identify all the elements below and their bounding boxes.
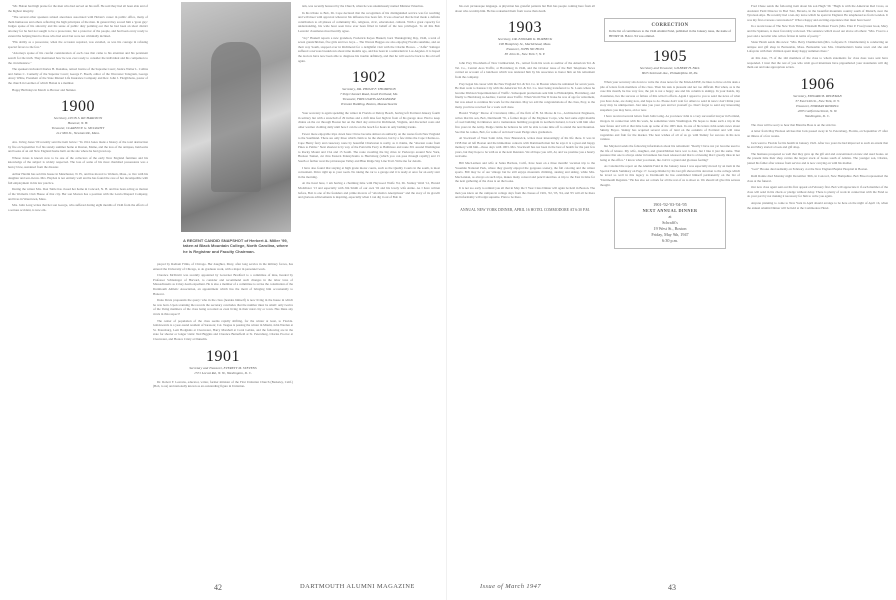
class-header-1903 — [455, 19, 595, 57]
column-3 — [298, 4, 440, 579]
paragraph: "Gott" Brooks died suddenly on February 4 at the New England Baptist Hospital in Boston. — [751, 167, 868, 172]
gutter-left — [446, 0, 447, 600]
class-secretary: Secretary, DR. PHILIP F. THOMPSON — [342, 87, 396, 92]
paragraph: "The several other speakers related anecdotes associated with Hoban's career in public office, many of them humorous and others reflecting the high principles of the man. In general they scored him a 'great guy.' Judges spoke of his sincerity and his sense of public duty pointing out that he had been an ideal district attorney for he had not sought to be a prosecutor, but a protector of the people, and had been every ready to extend the helping hand to those who had erred but were not criminally inclined. — [8, 15, 148, 38]
paragraph: Al Stockwell of West Saint John, New Brunswick, writes most interestingly of his life there. It was in 1958 that Al left Boston and the immediate contacts with Dartmouth men but he says it is a great and happy memory with him—those days with 1903. Mrs. Stockwell has not been in the best of health for the past few years, but they hope to be with us at the next Reunion. We all hope you will, Al, and we promise you a hearty welcome. — [455, 136, 595, 159]
paragraph: Jack went to Florida for his health in January 1922. After two years he had improved to such an extent that he and Mary started a book and gift shop. — [747, 140, 888, 150]
paragraph: Fewer more enjoyable trips down here I have become almost an authority on the routes from New England to the Southland. There are only three which claim to be the shortest, but by a few miles the Cape Charles-to-Cape Henry ferry and causeway route by beautiful Charleston is really, as it claims, the "shortest route from Pines to Palms." Next shortest is by way of the Pottsville Ferry to Baltimore and route 301 around Washington to Rocky Mount and 15A and 15 South. The route avoiding the big cities is: Parkways around New York, Hudson Tunnel, cut thru Eastern Pennsylvania to Harrisburg (which you can pass through rapidly) and 15 South or farther west the picturesque Valley and Blue Ridge Sky Line Trail. Write me for details. — [298, 131, 440, 164]
paragraph: Ike Maynard sends the following information about his retirement: "Really I have not yet become used to the life of leisure. My wife, daughter, and grandchildren have wet to date, but I like it just the same. That pressure that one is always under in business has been released and that is a blessing that I greatly miss in not being at the office." I know what you mean, Ike. Isn't it a grand and glorious feeling? — [600, 143, 740, 162]
paragraph: Ruth Rainie died Monday night December 30th, in Concord, New Hampshire. Bob Blood represented the class at the funeral. — [747, 174, 888, 183]
dinner-date: Friday, May 9th, 1947 — [651, 232, 689, 238]
paragraph: When your secretary sits down to write the class notes for the MAGAZINE, he likes to have on his desk a pile of letters from members of the class. Then his task is pleasant and not too difficult. But when, as is the case this month, he has very few, the job is not a happy one and his column is skimpy. In your hands, my classmates, lies the success or failure of this writer's efforts. Again I appeal to you to send me news of what you have done, are doing now, and hope to do. Please don't wait for others to send in news: don't think your story may be unimportant. Just take you your pen and let yourself go. Don't forget to send any interesting snapshots you may have, old or new. — [600, 80, 740, 112]
class-address: Washington, D. C. — [805, 113, 830, 118]
paragraph: ployed by Radiant Films, of Chicago. Her daughter, Mary, after long service in the military forces, has entered the University of Chicago, to do graduate work, with a major in personnel work. — [153, 262, 293, 271]
paragraph: ism, was recently honored by the Church, when he was unanimously named Minister Emeritus. — [302, 4, 424, 8]
paragraph: Sister Hersh sends this news: "Mrs. Betty Chamberlain (Mrs. Lafayette E. Chamberlain) is conducting an antique and gift shop in Barnstable, Mass. Barnstable was Mrs. Chamberlain's home town and she and Lafayette with their children spent many happy summers there." — [747, 40, 888, 54]
paragraph: Dana Davis propounds the query: who in the class (besides himself) is now living in the house in which he was born. Upon scanning the records the secretary concludes that the number must be small: only twelve of the living members of the class being recorded as even living in their natal city or town. Has Dana any rivals in this respect? — [153, 298, 293, 316]
class-year: 1902 — [352, 69, 386, 87]
paragraph: Arthur Hardin has sold his house in Manchester, N. H., and has moved to Woburn, Mass., to live with his daughter and son-in-law. Mrs. Hayden is not entirely well and he has found the care of her incompatible with full employment in his law practice. — [8, 171, 148, 185]
dinner-classes: 1901-'02-'03-'04-'05 — [653, 202, 687, 208]
paragraph: Dr. Robert F. Leavens, educator, writer, former minister of the First Unitarian Church (Berkeley, Calif.) (Bob, to us) and nationally known as an outstanding figure in Unitarian- — [153, 379, 293, 389]
column-4 — [455, 4, 595, 579]
paragraph: The center of population of the class seems rapidly shifting, for the winter at least, to Florida. Jemdowarris is a year-round resident of Sarasota; Col. Teague is passing the winter in Miami, John Warden at St. Petersburg, Lem Hodgkins at Clearwater, Harry Marshall at Coral Gables, and the following are in the state for shorter or longer visits: Ned Biggins and Clarence Butterfield at St. Petersburg, Charles Proctor at Clearwater, and Horace Cristy at Dunedin. — [153, 318, 293, 341]
class-year: 1905 — [653, 48, 687, 66]
dinner-time: 6:30 p.m. — [662, 238, 678, 244]
paragraph: The speakers included Charles H. Donahue, retired Justice of the Supreme Court; Justice Walter L. Collins and James C. Connelly of the Superior Court; George F. Booth, editor of the Worcester Telegram, George Avery White, President of the State Mutual Life Insurance Company and Rev. John J. Fitzgibbons, pastor of the church in Gardner of which Hoban is a member. — [8, 67, 148, 85]
dinner-venue: Schrafft's — [662, 220, 678, 226]
paragraph: Happy Birthdays in March to Brewer and Skinner. — [12, 87, 77, 92]
paragraph: Bill MacLarmon and wife at Santa Barbara, Calif., have been on a three months' vacation trip to the Yosemite National Park, where they greatly enjoyed the gorgeous scenery, the fall coloring and the winter sports. Bill may be of our vintage but he still enjoys mountain climbing, skating and skiing, while Mrs. MacLennan, as always on such trips, makes many colored and pencil sketches. A trip to the East in time for the next gathering of the class is on the books. — [455, 161, 595, 184]
paragraph: A letter from May Hodson advises that Jack passed away in St. Petersburg, Florida, on September 27 after an illness of a few weeks. — [747, 129, 888, 138]
paragraph: I have also found that staying at high grade motor courts, such as the Quality Courts in the south, is most convenient. Drive right up to your room. No taking the car to a garage and it is ready at once for an early start in the morning. — [298, 165, 440, 179]
paragraph: I have received several letters from John Laing. As you know John is a very successful lawyer in Portland, Oregon. In connection with his work, he sometimes visits Washington. He hopes to make such a trip in the near future and will at that time look up some of the 1905 men. In one of his letters John sends news about Skinny Boyce. Skinny has acquired several acres of land on the outskirts of Portland and will raise vegetables and fruit for the market. The best wishes of all of us go with Skinny for success in his new venture. — [600, 114, 740, 142]
dinner-address: 19 West St., Boston — [653, 226, 687, 232]
photo-caption: A RECENT CANDID SNAPSHOT of Herbert A. Miller '99, taken at Black Mountain College, North Carolina, where he is Registrar and Faculty Chairman. — [183, 238, 289, 254]
candid-snapshot-photo — [181, 2, 291, 232]
paragraph: As I studied the report on the Alumni Fund in the January issue I was especially moved by an item in the Special Funds Summary on Page 17. George Risher by his last gift showed his devotion to the college which he loved so well in this legacy to Dartmouth he has established himself permanently on the list of "Dartmouth Regulars." He has also set a mark for all the rest of us to shoot at. We should all give this serious thought. — [600, 164, 740, 187]
correction-title: CORRECTION — [651, 23, 689, 28]
paragraph: John Prey Woolsham of New Cumberland, Pa., retired from his work as auditor of the American Tel. & Tel. Co., Central Area Traffic, at Harrisburg in 1946, and the October issue of the Bell Telephone News carried an account of a luncheon which was tendered him by his associates to honor him on his retirement from the company. — [455, 61, 595, 79]
class-address: 198 Humphrey St., Marblehead, Mass. — [498, 42, 552, 47]
paragraph: Fred Chase sends the following item about his son Hugh '36: "Hugh is with the American Red Cross, as Assistant Field Director in Bad Tolz, Bavaria, in the beautiful mountain country south of Munich, near the Tyrolean Alps. He recently had a ten-day leave which he spent in England. He telephoned us from London. It was my first overseas conversation!" What a happy and exciting experience that must have been! — [747, 4, 888, 22]
class-year: 1901 — [206, 347, 240, 365]
paragraph: Our new class agent sent out his first appeal on February first. Bob will appreciate it if each member of the class will send in his check or pledge without delay. There is plenty of work in connection with the Fund so do your part by not making it necessary for him to write you again. — [747, 185, 888, 199]
class-header-1900 — [8, 98, 148, 136]
class-address: 7 Ship Channel Road, South Portland, Me. — [339, 92, 399, 97]
class-treasurer: Treasurer, FRED DAVIS ALEXANDER — [342, 97, 396, 102]
class-year: 1900 — [61, 98, 95, 116]
class-secretary: Secretary and Treasurer, EVERETT M. STEVENS — [189, 365, 257, 370]
class-address: 2005 California Street, N. W. — [797, 108, 838, 113]
paragraph: Ave. Irving Jones '00 recently sent the item below: "In 1914 Jones made a history of the total destruction by fire on September 9 of his stately summer home at Ruston, Maine, and the loss of the antiques, heirlooms and books of an old New England home built on the site where he had grown up. — [8, 140, 148, 154]
paragraph: Harold "Pudge" Morse of Cleveland, Ohio, of the firm of H. M. Morse & Co., Architectural Engineers, writes that his son, Bob, Dartmouth '35, a former major of the Engineer Corps, who had some eight months of road building in Okinawa and a tremendous building program in northern Ireland, is back with him after five years in the Army. Pudge claims he believes he will be able to take time off to attend the next Reunion. See that he comes, Bob, for some of us haven't seen Pudge since graduation. — [455, 111, 595, 134]
class-address: 8025 Seminole Ave., Philadelphia 18, Pa. — [641, 71, 699, 76]
class-secretary: Secretary and Treasurer, GILBERT H. FALL — [639, 66, 701, 71]
correction-box — [604, 18, 736, 42]
column-6 — [747, 4, 888, 579]
dinner-at: at — [668, 214, 672, 220]
class-treasurer: Treasurer, NORMAN RIDDELL — [795, 103, 840, 108]
class-header-1901 — [153, 348, 293, 376]
class-year: 1903 — [508, 19, 542, 37]
magazine-title: DARTMOUTH ALUMNI MAGAZINE — [300, 583, 415, 590]
class-address: 37 East 94th St., New York, N. Y. — [795, 98, 840, 103]
photo-figure — [211, 42, 261, 192]
issue-date: Issue of March 1947 — [480, 583, 541, 590]
paragraph: In his tribute to Bob, Dr. Cope declared that the recognition of his distinguished service was far reaching and will meet with approval wherever his influence has been felt. It was observed that he had made a definite contribution to all phases of community life, religious, civic, educational, cultural. With a great capacity for understanding, his wide hour seen have ever been filled in behalf of the less privileged. To all this Bob Leavens' classmates most heartily agree. — [298, 10, 440, 33]
class-secretary: Secretary, DR. EDWARD K. BURBECK — [497, 37, 553, 42]
class-address: Tremont Building, Boston, Massachusetts — [340, 102, 398, 107]
ny-dinner-notice: ANNUAL NEW YORK DINNER, APRIL 16 HOTEL COMMODORE AT 6:30 P.M. — [460, 207, 590, 212]
class-address: Hanover, N. H. — [67, 121, 89, 126]
paragraph: The class will be sorry to hear that Blanche Boss is on the sick list. — [751, 122, 837, 127]
paragraph: At this date, 75 of the 146 members of the class to whom statements for class dues were sent have responded. I trust that the rest of you who wish good intentions have pigeonholed your statements will dig them out and take appropriate action. — [747, 55, 888, 70]
paragraph: his own picturesque language. A physician has grateful patients but Bob has people coming here from all about who worship him. He has redeemed them from worse than death. — [455, 4, 595, 13]
class-secretary: Secretary, LEON S. RICHARDSON — [53, 116, 103, 121]
class-treasurer: Treasurer, CLARENCE G. MCDAVITT — [51, 126, 105, 131]
column-2 — [153, 262, 293, 577]
annual-dinner-box — [614, 197, 726, 249]
paragraph: Whose Jones is known now to be one of the collectors of the early New England furniture and his knowledge of the subject is widely respected. The loss of some of his most cherished possessions was a heavy blow, sustained from the disaster. — [8, 155, 148, 170]
page-number-right: 43 — [668, 583, 676, 592]
column-5 — [600, 4, 740, 579]
paragraph: Your secretary is again spending the winter in Florida at Delray Beach, having left Portland January fourth in solitary but with a snowball of 29 inches and a drift nine feet high in front of his garage door. Had to keep chains on the car through Boston but on the third day arrived in Richmond, Virginia, and discarded coats and other warmer clothing daily until here I can lie on the beach for hours in only bathing trunks. — [298, 111, 440, 129]
paragraph: Mrs. John Long writes that her son George, who suffered during eight months of 1946 from the effects of a serious accident, is now em- — [8, 203, 148, 212]
paragraph: Anyone planning to come to New York in April should arrange to be here on the night of April 16, when the annual Alumni Dinner will be held at the Commodore Hotel. — [747, 201, 888, 210]
paragraph: Clarence McDavitt was recently appointed by Governor Bradford to a committee of nine, headed by Professor Schlesinger of Harvard, to consider and recommend such changes in the labor laws of Massachusetts as it may deem expedient. He is also a member of a committee to revise the constitution of the Dartmouth Athletic Association, an appointment which has the merit of bringing him occasionally to Hanover. — [153, 273, 293, 296]
class-secretary: Secretary, EDWARD B. REDEMAN — [793, 93, 842, 98]
class-address: 85 John St., New York 7, N. Y. — [504, 52, 546, 57]
paragraph: In a recent issue of The New York Times, Elizabeth Hollister Frost's (Mrs. Eliot P. Frost) latest book, Mary and the Spinners, is most favorably reviewed. The sentence which stood out above all others: "Mrs. Frost is a poet and a novelist who writes fiction in terms of poetry." — [747, 24, 888, 38]
class-treasurer: Treasurer, JOHN NICHOLS — [505, 47, 545, 52]
column-1 — [8, 4, 148, 579]
class-address: 212 Mill St., Newtonville, Mass. — [56, 131, 100, 136]
class-address: 1571 Locust Rd., N. W., Washington, D. C. — [194, 370, 252, 375]
paragraph: "Attorneys spoke of his careful consideration of each case that came to his attention and his persistent search for the truth. They mentioned how he was ever ready to consider the individual and his companion to the circumstance." — [8, 51, 148, 65]
paragraph: The business prospered so well that they gave up the gift end and concentrated on new and used books. At the present time their shop carries the largest stock of books south of Atlanta. The younger son, Charles, joined his father after release from service and is now carrying on with his mother. — [747, 151, 888, 165]
correction-body: In the list of contributors to the 1946 Alumni Fund, published in the January issue, the name of HENRY M. HALL '04 was omitted. — [609, 29, 731, 38]
paragraph: "Joy" Haskell reports a new grandson, Frederick Keyes Haskell, born Thanksgiving Day, 1946, a total of seven grandchildren, five girls and two boys.... The Warren Bugges are also enjoying Florida sunshine, and on their way South, stopped over in Richmond for a delightful visit with the Charlie Howes. ..."Alfie" Salinger suffered a nervous breakdown about nine months ago, and has been in a sanitarium in Los Angeles. It is hoped the doctors have now been able to diagnose his trouble definitely, and that he will soon be back to his old self again. — [298, 35, 440, 63]
paragraph: "Mr. Hoban had high praise for the men who had served on his staff. He said they had all been able and of the highest integrity. — [8, 4, 148, 13]
paragraph: During the winter Mrs. Don Tuttle has closed her home in Concord, N. H. and has been acting as matron of the Woman's Club House of that city. Her son Morton has a position with the Lewis-Shepard Company, and lives in Watertown, Mass. — [8, 187, 148, 201]
paragraph: It is not too early to remind you all that in May the 5 Year Class Dinner will again be held in Boston. The men you knew on the campus in college days from the classes of 1901, '02, '03, '04, and '05 will all be there and informality will reign supreme. Plan to be there. — [455, 186, 595, 200]
class-header-1902 — [298, 69, 440, 107]
class-header-1905 — [600, 48, 740, 76]
page-number-left: 42 — [214, 583, 222, 592]
paragraph: Prey began his career with the New England Tel. & Tel. Co. in Boston where he remained for seven years. He then went to Kansas City with the American Tel. & Tel. Co. later being transferred to St. Louis where he became Division Superintendent of Traffic. Subsequent promotions sent him to Philadelphia, Harrisburg, and finally to Harrisburg as Auditor, Central Area Traffic. When World War II broke he was of age for retirement, but was asked to continue his work for the duration. May we add the congratulations of the class, Prey, to the many you have received for a work well done. — [455, 81, 595, 109]
dinner-heading: NEXT ANNUAL DINNER — [642, 208, 698, 214]
paragraph: At the hotel here, I am having a charming time with Heywood Wolfe '04, Dr. Stanley Weld '12, Harold McAllister '13 and especially with Jim Smith of our own '02 and his lovely wife Annie. As I have written before, Bob is one of the founders and prime movers of "Alcoholics Anonymous" and the story of its growth and glorious achievements is inspiring, especially when I can dig it out of Bob in — [298, 181, 440, 200]
class-year: 1906 — [800, 75, 835, 93]
class-header-1906 — [747, 76, 888, 119]
paragraph: "His ability as a prosecutor, when the occasion required, was extolled, as was his courage in refusing special favors to the few." — [8, 40, 148, 49]
